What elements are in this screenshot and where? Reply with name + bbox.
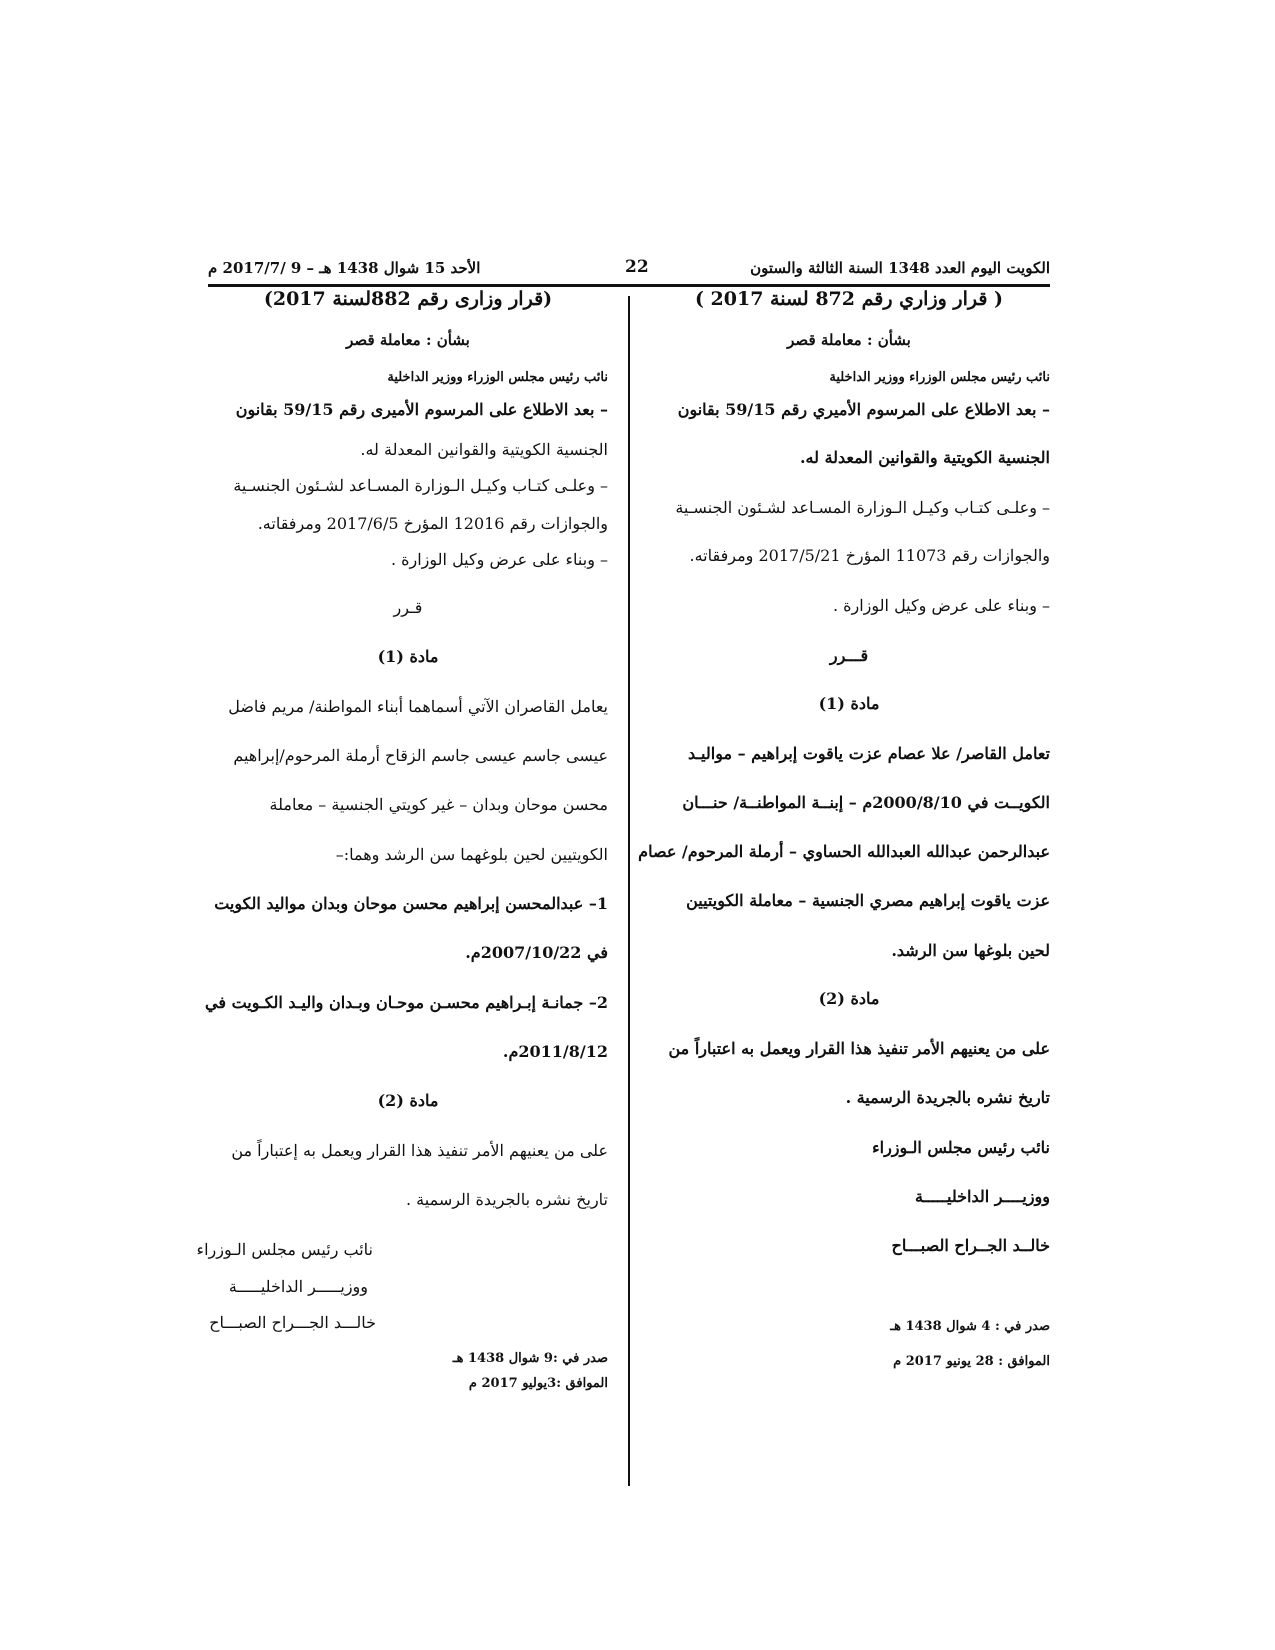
article-1-line: تعامل القاصر/ علا عصام عزت ياقوت إبراهيم – مواليـد bbox=[687, 744, 1050, 763]
article-2-title: مادة (2) bbox=[818, 989, 880, 1008]
article-2-line: تاريخ نشره بالجريدة الرسمية . bbox=[845, 1088, 1050, 1107]
decided-heading: قـــرر bbox=[829, 646, 869, 665]
header-issue-info: الكويت اليوم العدد 1348 السنة الثالثة والستون bbox=[750, 259, 1050, 277]
article-1-line: لحين بلوغها سن الرشد. bbox=[891, 941, 1050, 960]
preamble-line: – وبناء على عرض وكيل الوزارة . bbox=[390, 550, 608, 569]
preamble-line: – وبناء على عرض وكيل الوزارة . bbox=[832, 596, 1050, 615]
article-1-line: عزت ياقوت إبراهيم مصري الجنسية – معاملة الكويتيين bbox=[686, 891, 1050, 910]
preamble-line: والجوازات رقم 12016 المؤرخ 2017/6/5 ومرفقاته. bbox=[257, 514, 608, 533]
decision-issuer: نائب رئيس مجلس الوزراء ووزير الداخلية bbox=[387, 370, 608, 385]
article-1-title: مادة (1) bbox=[377, 647, 439, 666]
signature-title: نائب رئيس مجلس الـوزراء bbox=[196, 1240, 373, 1259]
preamble-line: الجنسية الكويتية والقوانين المعدلة له. bbox=[799, 448, 1050, 467]
decision-subject: بشأن : معاملة قصر bbox=[787, 331, 911, 349]
header-divider bbox=[208, 284, 1050, 287]
article-2-line: على من يعنيهم الأمر تنفيذ هذا القرار ويعمل به اعتباراً من bbox=[668, 1039, 1050, 1058]
corresponding-date: الموافق :3يوليو 2017 م bbox=[468, 1376, 608, 1391]
signature-title: نائب رئيس مجلس الـوزراء bbox=[872, 1138, 1050, 1157]
preamble-line: – وعلـى كتـاب وكيـل الـوزارة المسـاعد لشـئون الجنسـية bbox=[675, 498, 1050, 517]
article-1-line: الكويتيين لحين بلوغهما سن الرشد وهما:– bbox=[335, 845, 608, 864]
signature-office: ووزيـــــر الداخليـــــة bbox=[228, 1277, 368, 1296]
header-date: الأحد 15 شوال 1438 هـ – 9 /2017/7 م bbox=[208, 259, 481, 277]
column-divider bbox=[628, 296, 630, 1486]
article-2-line: تاريخ نشره بالجريدة الرسمية . bbox=[405, 1190, 608, 1209]
signature-name: خالــد الجــراح الصبـــاح bbox=[891, 1236, 1050, 1255]
article-1-title: مادة (1) bbox=[818, 694, 880, 713]
article-1-line: محسن موحان وبدان – غير كويتي الجنسية – معاملة bbox=[269, 795, 608, 814]
article-2-line: على من يعنيهم الأمر تنفيذ هذا القرار ويعمل به إعتباراً من bbox=[231, 1141, 608, 1160]
article-1-line: في 2007/10/22م. bbox=[465, 943, 608, 962]
issued-date: صدر في : 4 شوال 1438 هـ bbox=[890, 1319, 1050, 1334]
article-1-line: الكويــت في 2000/8/10م – إبنــة المواطنــة/ حنـــان bbox=[682, 793, 1050, 812]
preamble-line: الجنسية الكويتية والقوانين المعدلة له. bbox=[360, 440, 608, 459]
page-header bbox=[208, 255, 1050, 285]
corresponding-date: الموافق : 28 يونيو 2017 م bbox=[893, 1354, 1050, 1369]
signature-office: ووزيــــر الداخليـــــة bbox=[915, 1187, 1050, 1206]
article-1-line: 1– عبدالمحسن إبراهيم محسن موحان وبدان مواليد الكويت bbox=[214, 894, 608, 913]
decision-subject: بشأن : معاملة قصر bbox=[346, 331, 470, 349]
decided-heading: قـرر bbox=[393, 598, 423, 617]
preamble-line: – وعلـى كتـاب وكيـل الـوزارة المسـاعد لشـئون الجنسـية bbox=[233, 476, 608, 495]
preamble-line: والجوازات رقم 11073 المؤرخ 2017/5/21 ومرفقاته. bbox=[689, 546, 1050, 565]
article-2-title: مادة (2) bbox=[377, 1091, 439, 1110]
signature-name: خالـــد الجـــراح الصبـــاح bbox=[209, 1313, 376, 1332]
preamble-line: – بعد الاطلاع على المرسوم الأميري رقم 59/15 بقانون bbox=[677, 400, 1050, 419]
page-number: 22 bbox=[625, 257, 649, 277]
decision-issuer: نائب رئيس مجلس الوزراء ووزير الداخلية bbox=[829, 370, 1050, 385]
decision-title: ( قرار وزاري رقم 872 لسنة 2017 ) bbox=[694, 288, 1004, 310]
article-1-line: عيسى جاسم عيسى جاسم الزقاح أرملة المرحوم/إبراهيم bbox=[233, 746, 608, 765]
article-1-line: 2011/8/12م. bbox=[502, 1042, 608, 1061]
article-1-line: يعامل القاصران الآتي أسماهما أبناء المواطنة/ مريم فاضل bbox=[228, 697, 608, 716]
issued-date: صدر في :9 شوال 1438 هـ bbox=[452, 1351, 608, 1366]
decision-title: (قرار وزارى رقم 882لسنة 2017) bbox=[263, 288, 553, 310]
article-1-line: عبدالرحمن عبدالله العبدالله الحساوي – أرملة المرحوم/ عصام bbox=[638, 842, 1050, 861]
article-1-line: 2– جمانـة إبـراهيم محسـن موحـان وبـدان واليـد الكـويت في bbox=[205, 993, 608, 1012]
preamble-line: – بعد الاطلاع على المرسوم الأميرى رقم 59/15 بقانون bbox=[235, 400, 608, 419]
